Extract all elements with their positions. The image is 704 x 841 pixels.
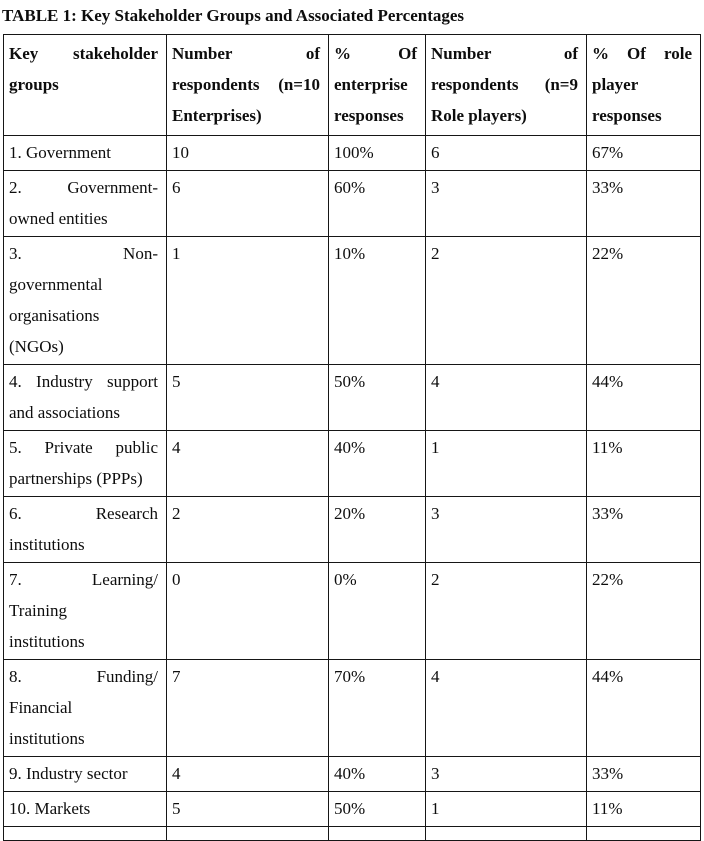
cell-line: 4 [172, 764, 181, 783]
value-cell [329, 660, 426, 757]
cell-line: 4. Industry support [9, 372, 158, 391]
cell-line: institutions [9, 535, 85, 554]
stakeholder-group-cell [4, 792, 167, 827]
cell-line: respondents (n=9 [431, 75, 578, 94]
stakeholder-group-cell [4, 431, 167, 497]
value-cell [587, 660, 701, 757]
cell-line: 44% [592, 372, 624, 391]
partial-cell [167, 827, 329, 841]
col-stakeholder-groups [4, 35, 167, 136]
table-row [4, 757, 701, 792]
cell-line: 50% [334, 372, 366, 391]
cell-line: Key stakeholder [9, 44, 158, 63]
cell-line: 22% [592, 570, 624, 589]
value-cell [329, 365, 426, 431]
cell-line: Financial [9, 698, 73, 717]
cell-line: 10% [334, 244, 366, 263]
cell-line: institutions [9, 632, 85, 651]
cell-line: 20% [334, 504, 366, 523]
value-cell [587, 563, 701, 660]
value-cell [426, 365, 587, 431]
value-cell [167, 792, 329, 827]
cell-line: 50% [334, 799, 366, 818]
cell-line: 6 [431, 143, 440, 162]
value-cell [426, 171, 587, 237]
cell-line: 3 [431, 504, 440, 523]
cell-line: 9. Industry sector [9, 764, 128, 783]
cell-line: 33% [592, 764, 624, 783]
stakeholder-group-cell [4, 136, 167, 171]
cell-line: (NGOs) [9, 337, 64, 356]
cell-line: 5. Private public [9, 438, 158, 457]
table-row [4, 792, 701, 827]
cell-line: 100% [334, 143, 374, 162]
cell-line: groups [9, 75, 59, 94]
cell-line: 4 [172, 438, 181, 457]
value-cell [426, 757, 587, 792]
cell-line: Enterprises) [172, 106, 262, 125]
table-row [4, 431, 701, 497]
cell-line: 1 [172, 244, 181, 263]
cell-line: % Of [334, 44, 417, 63]
table-row [4, 136, 701, 171]
cell-line: 10 [172, 143, 189, 162]
col-enterprise-respondents [167, 35, 329, 136]
cell-line: 2 [431, 244, 440, 263]
table-header [4, 35, 701, 136]
value-cell [587, 431, 701, 497]
col-roleplayer-percent [587, 35, 701, 136]
value-cell [329, 237, 426, 365]
value-cell [329, 792, 426, 827]
cell-line: responses [592, 106, 662, 125]
cell-line: respondents (n=10 [172, 75, 320, 94]
value-cell [329, 431, 426, 497]
table-row [4, 563, 701, 660]
cell-line: 7. Learning/ [9, 570, 158, 589]
stakeholder-table [3, 34, 701, 841]
value-cell [587, 757, 701, 792]
value-cell [426, 136, 587, 171]
stakeholder-group-cell [4, 563, 167, 660]
value-cell [329, 136, 426, 171]
partial-cell [587, 827, 701, 841]
value-cell [329, 757, 426, 792]
cell-line: Training [9, 601, 67, 620]
table-body [4, 136, 701, 841]
cell-line: governmental [9, 275, 103, 294]
partial-row [4, 827, 701, 841]
cell-line: 3 [431, 764, 440, 783]
cell-line: responses [334, 106, 404, 125]
cell-line: 40% [334, 764, 366, 783]
value-cell [587, 171, 701, 237]
cell-line: 3. Non- [9, 244, 158, 263]
cell-line: 5 [172, 799, 181, 818]
value-cell [426, 660, 587, 757]
value-cell [329, 497, 426, 563]
cell-line: organisations [9, 306, 100, 325]
cell-line: enterprise [334, 75, 408, 94]
value-cell [587, 497, 701, 563]
cell-line: 70% [334, 667, 366, 686]
cell-line: 5 [172, 372, 181, 391]
cell-line: 4 [431, 372, 440, 391]
stakeholder-group-cell [4, 365, 167, 431]
cell-line: 2 [172, 504, 181, 523]
cell-line: 6. Research [9, 504, 158, 523]
cell-line: 1 [431, 438, 440, 457]
value-cell [587, 136, 701, 171]
value-cell [167, 136, 329, 171]
table-row [4, 660, 701, 757]
cell-line: 6 [172, 178, 181, 197]
cell-line: owned entities [9, 209, 108, 228]
cell-line: Number of [431, 44, 578, 63]
cell-line: 2 [431, 570, 440, 589]
cell-line: 11% [592, 438, 623, 457]
value-cell [167, 757, 329, 792]
cell-line: Role players) [431, 106, 527, 125]
cell-line: 10. Markets [9, 799, 91, 818]
value-cell [329, 563, 426, 660]
cell-line: 67% [592, 143, 624, 162]
stakeholder-group-cell [4, 171, 167, 237]
partial-cell [4, 827, 167, 841]
cell-line: 60% [334, 178, 366, 197]
value-cell [167, 563, 329, 660]
stakeholder-group-cell [4, 757, 167, 792]
value-cell [426, 497, 587, 563]
document-page [0, 5, 704, 818]
partial-cell [329, 827, 426, 841]
cell-line: player [592, 75, 639, 94]
cell-line: 40% [334, 438, 366, 457]
value-cell [167, 171, 329, 237]
cell-line: 8. Funding/ [9, 667, 158, 686]
value-cell [426, 431, 587, 497]
table-row [4, 497, 701, 563]
cell-line: % Of role [592, 44, 692, 63]
cell-line: 33% [592, 504, 624, 523]
cell-line: 0 [172, 570, 181, 589]
header-row [4, 35, 701, 136]
cell-line: institutions [9, 729, 85, 748]
stakeholder-group-cell [4, 237, 167, 365]
value-cell [587, 237, 701, 365]
stakeholder-group-cell [4, 660, 167, 757]
value-cell [167, 431, 329, 497]
cell-line: 0% [334, 570, 357, 589]
value-cell [587, 365, 701, 431]
stakeholder-group-cell [4, 497, 167, 563]
col-enterprise-percent [329, 35, 426, 136]
cell-line: 4 [431, 667, 440, 686]
cell-line: 1. Government [9, 143, 111, 162]
value-cell [167, 497, 329, 563]
cell-line: partnerships (PPPs) [9, 469, 143, 488]
table-row [4, 171, 701, 237]
cell-line: Number of [172, 44, 320, 63]
value-cell [587, 792, 701, 827]
cell-line: 44% [592, 667, 624, 686]
cell-line: 3 [431, 178, 440, 197]
value-cell [167, 237, 329, 365]
value-cell [426, 563, 587, 660]
partial-cell [426, 827, 587, 841]
table-row [4, 237, 701, 365]
cell-line: 7 [172, 667, 181, 686]
cell-line: 2. Government- [9, 178, 158, 197]
table-title: TABLE 1: Key Stakeholder Groups and Associated Percentages [2, 6, 465, 25]
cell-line: 1 [431, 799, 440, 818]
value-cell [426, 792, 587, 827]
value-cell [426, 237, 587, 365]
value-cell [167, 660, 329, 757]
value-cell [329, 171, 426, 237]
cell-line: and associations [9, 403, 120, 422]
cell-line: 22% [592, 244, 624, 263]
value-cell [167, 365, 329, 431]
cell-line: 33% [592, 178, 624, 197]
col-roleplayer-respondents [426, 35, 587, 136]
cell-line: 11% [592, 799, 623, 818]
table-row [4, 365, 701, 431]
